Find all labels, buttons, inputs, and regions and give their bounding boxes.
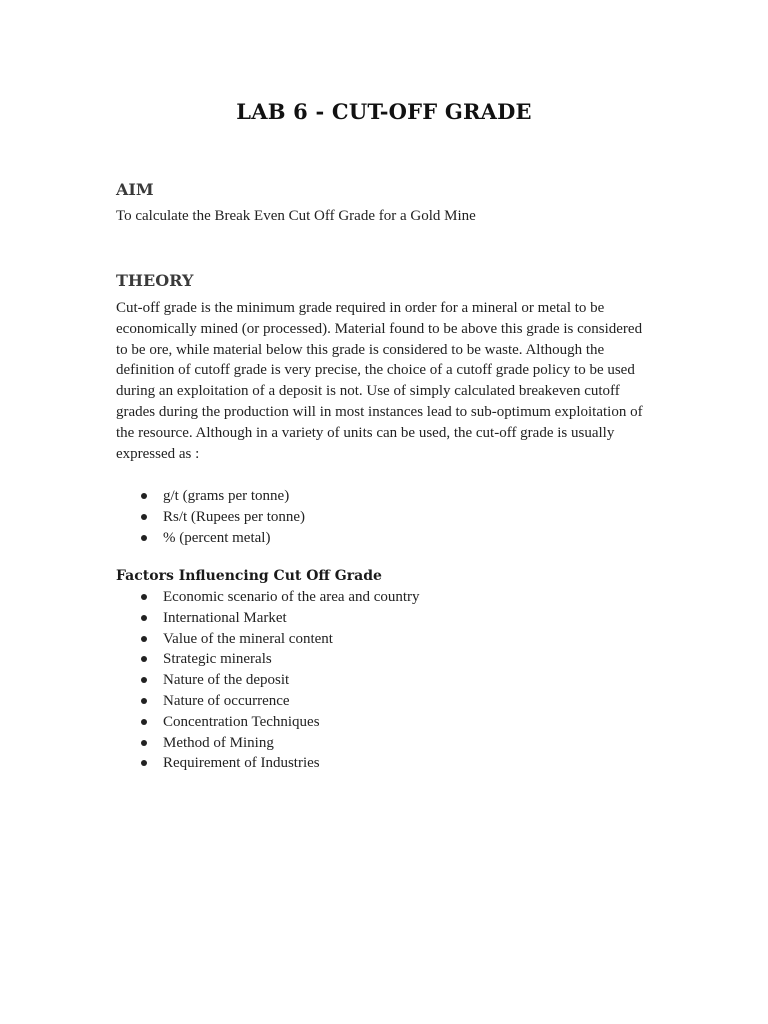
units-list: [116, 486, 305, 548]
bullet-icon: [141, 535, 147, 541]
list-item: [116, 649, 420, 670]
list-item: [116, 486, 305, 507]
bullet-icon: [141, 594, 147, 600]
bullet-icon: [141, 656, 147, 662]
list-item: [116, 587, 420, 608]
document-title: LAB 6 - CUT-OFF GRADE: [236, 99, 532, 124]
list-item-label: Concentration Techniques: [163, 713, 320, 730]
theory-line: economically mined (or processed). Material found to be above this grade is considered: [116, 320, 643, 337]
theory-line: definition of cutoff grade is very precise, the choice of a cutoff grade policy to be used: [116, 362, 635, 379]
list-item-label: International Market: [163, 609, 287, 626]
bullet-icon: [141, 740, 147, 746]
list-item-label: Economic scenario of the area and country: [163, 589, 420, 605]
factors-heading: Factors Influencing Cut Off Grade: [116, 568, 382, 584]
bullet-icon: [141, 698, 147, 704]
list-item: [116, 507, 305, 528]
list-item: [116, 733, 420, 754]
bullet-icon: [141, 677, 147, 683]
list-item-label: Rs/t (Rupees per tonne): [163, 508, 306, 525]
list-item: [116, 691, 420, 712]
list-item-label: Method of Mining: [163, 734, 274, 751]
bullet-icon: [141, 760, 147, 766]
list-item-label: Strategic minerals: [163, 651, 272, 668]
list-item-label: Nature of occurrence: [163, 692, 290, 709]
bullet-icon: [141, 514, 147, 520]
bullet-icon: [141, 615, 147, 621]
list-item-label: Value of the mineral content: [163, 630, 333, 647]
list-item: [116, 528, 305, 549]
theory-heading: THEORY: [116, 271, 194, 290]
theory-line: expressed as :: [116, 445, 200, 462]
bullet-icon: [141, 719, 147, 725]
aim-heading: AIM: [116, 180, 154, 199]
theory-paragraph: [116, 298, 676, 464]
list-item: [116, 753, 420, 774]
list-item-label: Nature of the deposit: [163, 672, 290, 689]
list-item-label: g/t (grams per tonne): [163, 488, 290, 504]
bullet-icon: [141, 636, 147, 642]
theory-line: during an exploitation of a deposit is not. Use of simply calculated breakeven cutoff: [116, 383, 620, 400]
list-item: [116, 670, 420, 691]
list-item-label: Requirement of Industries: [163, 755, 320, 772]
bullet-icon: [141, 493, 147, 499]
theory-line: Cut-off grade is the minimum grade required in order for a mineral or metal to be: [116, 300, 605, 316]
list-item: [116, 629, 420, 650]
list-item: [116, 608, 420, 629]
theory-line: the resource. Although in a variety of units can be used, the cut-off grade is usually: [116, 424, 615, 441]
aim-text: To calculate the Break Even Cut Off Grade for a Gold Mine: [116, 208, 476, 224]
theory-line: to be ore, while material below this grade is considered to be waste. Although the: [116, 341, 605, 358]
list-item-label: % (percent metal): [163, 529, 271, 546]
factors-list: [116, 587, 420, 774]
list-item: [116, 712, 420, 733]
theory-line: grades during the production will in most instances lead to sub-optimum exploitation of: [116, 403, 643, 420]
